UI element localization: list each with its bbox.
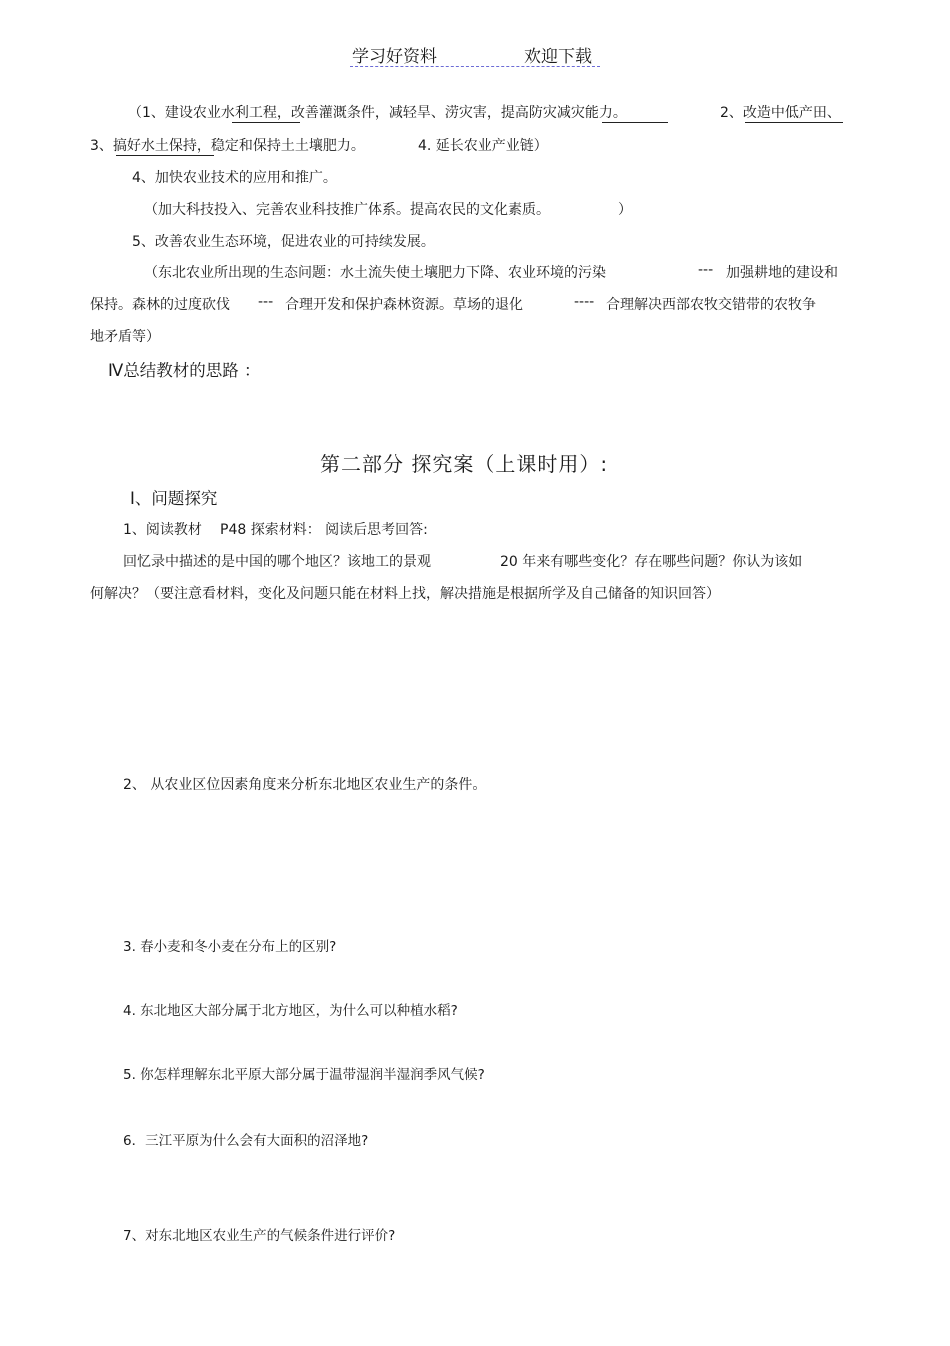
eco-line-1-cont: 加强耕地的建设和 — [726, 265, 838, 281]
measure-line-2: 3、搞好水土保持，稳定和保持土土壤肥力。 — [90, 138, 365, 154]
section-heading: Ⅰ、问题探究 — [130, 489, 218, 508]
eco-line-1: （东北农业所出现的生态问题：水土流失使土壤肥力下降、农业环境的污染 — [144, 265, 606, 281]
question-1-label: 1、阅读教材 — [123, 522, 202, 538]
question-1-body-1: 回忆录中描述的是中国的哪个地区？该地工的景观 — [123, 554, 431, 570]
question-1-body-2: 何解决？（要注意看材料，变化及问题只能在材料上找，解决措施是根据所学及自己储备的知识回答） — [90, 586, 720, 602]
question-5: 5. 你怎样理解东北平原大部分属于温带湿润半湿润季风气候? — [123, 1067, 485, 1083]
measure-item-4-note: （加大科技投入、完善农业科技推广体系。提高农民的文化素质。 — [144, 202, 550, 218]
eco-line-2: 保持。森林的过度砍伐 — [90, 297, 230, 313]
question-1-body-1-cont: 20 年来有哪些变化？存在哪些问题？你认为该如 — [500, 554, 803, 570]
measure-line-1-cont: 2、改造中低产田、 — [720, 105, 841, 121]
measure-item-4-note-close: ） — [618, 202, 632, 218]
eco-dash-1: --- — [698, 262, 714, 278]
question-4: 4. 东北地区大部分属于北方地区，为什么可以种植水稻? — [123, 1003, 458, 1019]
eco-line-3: 地矛盾等） — [90, 329, 160, 345]
measure-item-5: 5、改善农业生态环境，促进农业的可持续发展。 — [132, 234, 435, 250]
underline — [602, 122, 668, 123]
underline — [116, 155, 214, 156]
eco-dash-3: ---- — [574, 294, 595, 310]
header-left-text: 学习好资料 — [352, 47, 437, 67]
underline — [232, 122, 300, 123]
measure-line-2-cont: 4. 延长农业产业链） — [418, 138, 548, 154]
question-2: 2、 从农业区位因素角度来分析东北地区农业生产的条件。 — [123, 777, 487, 793]
question-6: 6．三江平原为什么会有大面积的沼泽地? — [123, 1133, 369, 1149]
question-7: 7、对东北地区农业生产的气候条件进行评价? — [123, 1228, 396, 1244]
question-3: 3. 春小麦和冬小麦在分布上的区别? — [123, 939, 337, 955]
header-right-text: 欢迎下载 — [524, 47, 592, 67]
part2-title: 第二部分 探究案（上课时用）: — [320, 452, 609, 476]
eco-dash-2: --- — [258, 294, 274, 310]
page-header — [350, 40, 600, 67]
underline — [745, 122, 843, 123]
measure-line-1: （1、建设农业水利工程，改善灌溉条件，减轻旱、涝灾害，提高防灾减灾能力。 — [128, 105, 627, 121]
eco-line-2-end: 合理解决西部农牧交错带的农牧争 — [606, 297, 816, 313]
question-1-text: P48 探索材料： 阅读后思考回答: — [220, 522, 428, 538]
summary-heading: Ⅳ总结教材的思路 ： — [108, 361, 261, 380]
measure-item-4: 4、加快农业技术的应用和推广。 — [132, 170, 337, 186]
eco-line-2-cont: 合理开发和保护森林资源。草场的退化 — [285, 297, 523, 313]
